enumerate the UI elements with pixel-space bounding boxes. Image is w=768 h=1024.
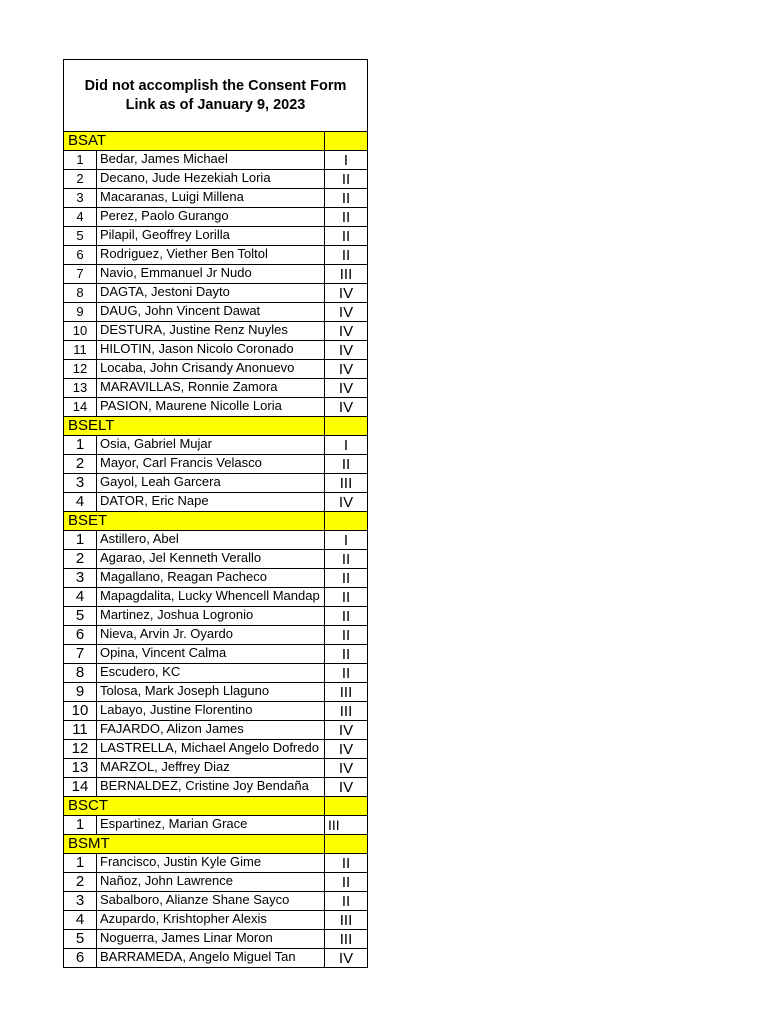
row-number: 3 bbox=[64, 892, 97, 910]
table-row bbox=[64, 341, 367, 360]
student-name: FAJARDO, Alizon James bbox=[97, 721, 325, 739]
table-row bbox=[64, 607, 367, 626]
row-number: 5 bbox=[64, 607, 97, 625]
row-number: 13 bbox=[64, 379, 97, 397]
table-row bbox=[64, 360, 367, 379]
row-number: 4 bbox=[64, 911, 97, 929]
row-number: 5 bbox=[64, 227, 97, 245]
table-row bbox=[64, 588, 367, 607]
year-level: II bbox=[341, 190, 351, 207]
year-level: IV bbox=[338, 760, 354, 777]
section-year-header bbox=[325, 132, 367, 150]
year-level: II bbox=[341, 665, 351, 682]
table-row bbox=[64, 303, 367, 322]
year-level: II bbox=[341, 171, 351, 188]
row-number: 9 bbox=[64, 683, 97, 701]
year-level: II bbox=[341, 627, 351, 644]
year-level: II bbox=[341, 608, 351, 625]
table-row bbox=[64, 208, 367, 227]
table-row bbox=[64, 892, 367, 911]
year-level: IV bbox=[338, 361, 354, 378]
student-name: DAUG, John Vincent Dawat bbox=[97, 303, 325, 321]
student-name: LASTRELLA, Michael Angelo Dofredo bbox=[97, 740, 325, 758]
section-name: BSAT bbox=[64, 132, 325, 150]
year-level: II bbox=[341, 646, 351, 663]
table-row bbox=[64, 474, 367, 493]
title-line-2: Link as of January 9, 2023 bbox=[125, 96, 306, 113]
year-level: II bbox=[341, 247, 351, 264]
year-level: III bbox=[339, 266, 353, 283]
table-row bbox=[64, 569, 367, 588]
row-number: 4 bbox=[64, 208, 97, 226]
row-number: 4 bbox=[64, 588, 97, 606]
row-number: 8 bbox=[64, 284, 97, 302]
section-name: BSMT bbox=[64, 835, 325, 853]
row-number: 3 bbox=[64, 474, 97, 492]
table-row bbox=[64, 759, 367, 778]
row-number: 7 bbox=[64, 645, 97, 663]
table-row bbox=[64, 740, 367, 759]
year-level: IV bbox=[338, 380, 354, 397]
student-name: MARZOL, Jeffrey Diaz bbox=[97, 759, 325, 777]
section-year-header bbox=[325, 797, 367, 815]
row-number: 12 bbox=[64, 360, 97, 378]
year-level: I bbox=[343, 532, 349, 549]
title-line-1: Did not accomplish the Consent Form bbox=[84, 77, 347, 94]
row-number: 2 bbox=[64, 873, 97, 891]
student-name: Labayo, Justine Florentino bbox=[97, 702, 325, 720]
row-number: 1 bbox=[64, 854, 97, 872]
student-name: Escudero, KC bbox=[97, 664, 325, 682]
consent-form-list-table bbox=[63, 59, 368, 968]
row-number: 9 bbox=[64, 303, 97, 321]
student-name: Martinez, Joshua Logronio bbox=[97, 607, 325, 625]
student-name: Gayol, Leah Garcera bbox=[97, 474, 325, 492]
student-name: Opina, Vincent Calma bbox=[97, 645, 325, 663]
row-number: 14 bbox=[64, 398, 97, 416]
student-name: DESTURA, Justine Renz Nuyles bbox=[97, 322, 325, 340]
year-level: II bbox=[341, 874, 351, 891]
row-number: 14 bbox=[64, 778, 97, 796]
table-row bbox=[64, 664, 367, 683]
student-name: Nieva, Arvin Jr. Oyardo bbox=[97, 626, 325, 644]
year-level: III bbox=[339, 931, 353, 948]
row-number: 2 bbox=[64, 550, 97, 568]
student-name: Locaba, John Crisandy Anonuevo bbox=[97, 360, 325, 378]
student-name: PASION, Maurene Nicolle Loria bbox=[97, 398, 325, 416]
row-number: 4 bbox=[64, 493, 97, 511]
table-row bbox=[64, 151, 367, 170]
year-level: II bbox=[341, 855, 351, 872]
student-name: Agarao, Jel Kenneth Verallo bbox=[97, 550, 325, 568]
student-name: BERNALDEZ, Cristine Joy Bendaña bbox=[97, 778, 325, 796]
student-name: Noguerra, James Linar Moron bbox=[97, 930, 325, 948]
section-name: BSELT bbox=[64, 417, 325, 435]
year-level: III bbox=[339, 703, 353, 720]
student-name: Macaranas, Luigi Millena bbox=[97, 189, 325, 207]
section-name: BSCT bbox=[64, 797, 325, 815]
year-level: IV bbox=[338, 722, 354, 739]
year-level: IV bbox=[338, 285, 354, 302]
table-row bbox=[64, 398, 367, 417]
year-level: II bbox=[341, 893, 351, 910]
year-level: II bbox=[341, 551, 351, 568]
row-number: 10 bbox=[64, 322, 97, 340]
row-number: 11 bbox=[64, 721, 97, 739]
year-level: II bbox=[341, 456, 351, 473]
student-name: Decano, Jude Hezekiah Loria bbox=[97, 170, 325, 188]
year-level: IV bbox=[338, 950, 354, 967]
student-name: DATOR, Eric Nape bbox=[97, 493, 325, 511]
row-number: 1 bbox=[64, 436, 97, 454]
student-name: Mapagdalita, Lucky Whencell Mandap bbox=[97, 588, 325, 606]
row-number: 3 bbox=[64, 569, 97, 587]
row-number: 10 bbox=[64, 702, 97, 720]
student-name: Francisco, Justin Kyle Gime bbox=[97, 854, 325, 872]
table-row bbox=[64, 911, 367, 930]
year-level: IV bbox=[338, 779, 354, 796]
table-body bbox=[64, 132, 367, 967]
year-level: IV bbox=[338, 399, 354, 416]
student-name: BARRAMEDA, Angelo Miguel Tan bbox=[97, 949, 325, 967]
student-name: Nañoz, John Lawrence bbox=[97, 873, 325, 891]
year-level: IV bbox=[338, 342, 354, 359]
table-row bbox=[64, 227, 367, 246]
row-number: 6 bbox=[64, 626, 97, 644]
row-number: 12 bbox=[64, 740, 97, 758]
table-row bbox=[64, 683, 367, 702]
student-name: Astillero, Abel bbox=[97, 531, 325, 549]
student-name: Rodriguez, Viether Ben Toltol bbox=[97, 246, 325, 264]
row-number: 7 bbox=[64, 265, 97, 283]
student-name: Navio, Emmanuel Jr Nudo bbox=[97, 265, 325, 283]
table-row bbox=[64, 626, 367, 645]
row-number: 1 bbox=[64, 816, 97, 834]
year-level: IV bbox=[338, 741, 354, 758]
row-number: 3 bbox=[64, 189, 97, 207]
table-row bbox=[64, 246, 367, 265]
table-row bbox=[64, 873, 367, 892]
student-name: Sabalboro, Alianze Shane Sayco bbox=[97, 892, 325, 910]
student-name: DAGTA, Jestoni Dayto bbox=[97, 284, 325, 302]
table-row bbox=[64, 379, 367, 398]
table-row bbox=[64, 322, 367, 341]
table-row bbox=[64, 721, 367, 740]
section-header-bsat bbox=[64, 132, 367, 151]
table-row bbox=[64, 189, 367, 208]
section-year-header bbox=[325, 512, 367, 530]
student-name: Mayor, Carl Francis Velasco bbox=[97, 455, 325, 473]
year-level: IV bbox=[338, 494, 354, 511]
student-name: MARAVILLAS, Ronnie Zamora bbox=[97, 379, 325, 397]
row-number: 6 bbox=[64, 949, 97, 967]
section-year-header bbox=[325, 417, 367, 435]
student-name: Espartinez, Marian Grace bbox=[97, 816, 325, 834]
table-row bbox=[64, 645, 367, 664]
year-level: II bbox=[341, 228, 351, 245]
table-row bbox=[64, 493, 367, 512]
year-level: II bbox=[341, 570, 351, 587]
year-level: III bbox=[328, 817, 340, 833]
table-row bbox=[64, 854, 367, 873]
year-level: IV bbox=[338, 304, 354, 321]
row-number: 5 bbox=[64, 930, 97, 948]
table-row bbox=[64, 778, 367, 797]
table-row bbox=[64, 284, 367, 303]
table-row bbox=[64, 170, 367, 189]
year-level: II bbox=[341, 209, 351, 226]
table-row bbox=[64, 436, 367, 455]
student-name: Azupardo, Krishtopher Alexis bbox=[97, 911, 325, 929]
student-name: Tolosa, Mark Joseph Llaguno bbox=[97, 683, 325, 701]
section-year-header bbox=[325, 835, 367, 853]
table-row bbox=[64, 930, 367, 949]
table-title bbox=[64, 60, 367, 132]
table-row bbox=[64, 702, 367, 721]
table-row bbox=[64, 816, 367, 835]
year-level: IV bbox=[338, 323, 354, 340]
table-row bbox=[64, 531, 367, 550]
row-number: 8 bbox=[64, 664, 97, 682]
row-number: 1 bbox=[64, 151, 97, 169]
row-number: 13 bbox=[64, 759, 97, 777]
row-number: 1 bbox=[64, 531, 97, 549]
section-header-bselt bbox=[64, 417, 367, 436]
year-level: I bbox=[343, 437, 349, 454]
table-row bbox=[64, 550, 367, 569]
section-header-bset bbox=[64, 512, 367, 531]
row-number: 6 bbox=[64, 246, 97, 264]
row-number: 2 bbox=[64, 455, 97, 473]
student-name: Pilapil, Geoffrey Lorilla bbox=[97, 227, 325, 245]
year-level: III bbox=[339, 912, 353, 929]
year-level: III bbox=[339, 684, 353, 701]
section-header-bsmt bbox=[64, 835, 367, 854]
row-number: 11 bbox=[64, 341, 97, 359]
student-name: Osia, Gabriel Mujar bbox=[97, 436, 325, 454]
section-header-bsct bbox=[64, 797, 367, 816]
year-level: III bbox=[339, 475, 353, 492]
student-name: Bedar, James Michael bbox=[97, 151, 325, 169]
table-row bbox=[64, 949, 367, 967]
row-number: 2 bbox=[64, 170, 97, 188]
table-row bbox=[64, 265, 367, 284]
table-row bbox=[64, 455, 367, 474]
section-name: BSET bbox=[64, 512, 325, 530]
year-level: II bbox=[341, 589, 351, 606]
student-name: Perez, Paolo Gurango bbox=[97, 208, 325, 226]
student-name: Magallano, Reagan Pacheco bbox=[97, 569, 325, 587]
year-level: I bbox=[343, 152, 349, 169]
student-name: HILOTIN, Jason Nicolo Coronado bbox=[97, 341, 325, 359]
